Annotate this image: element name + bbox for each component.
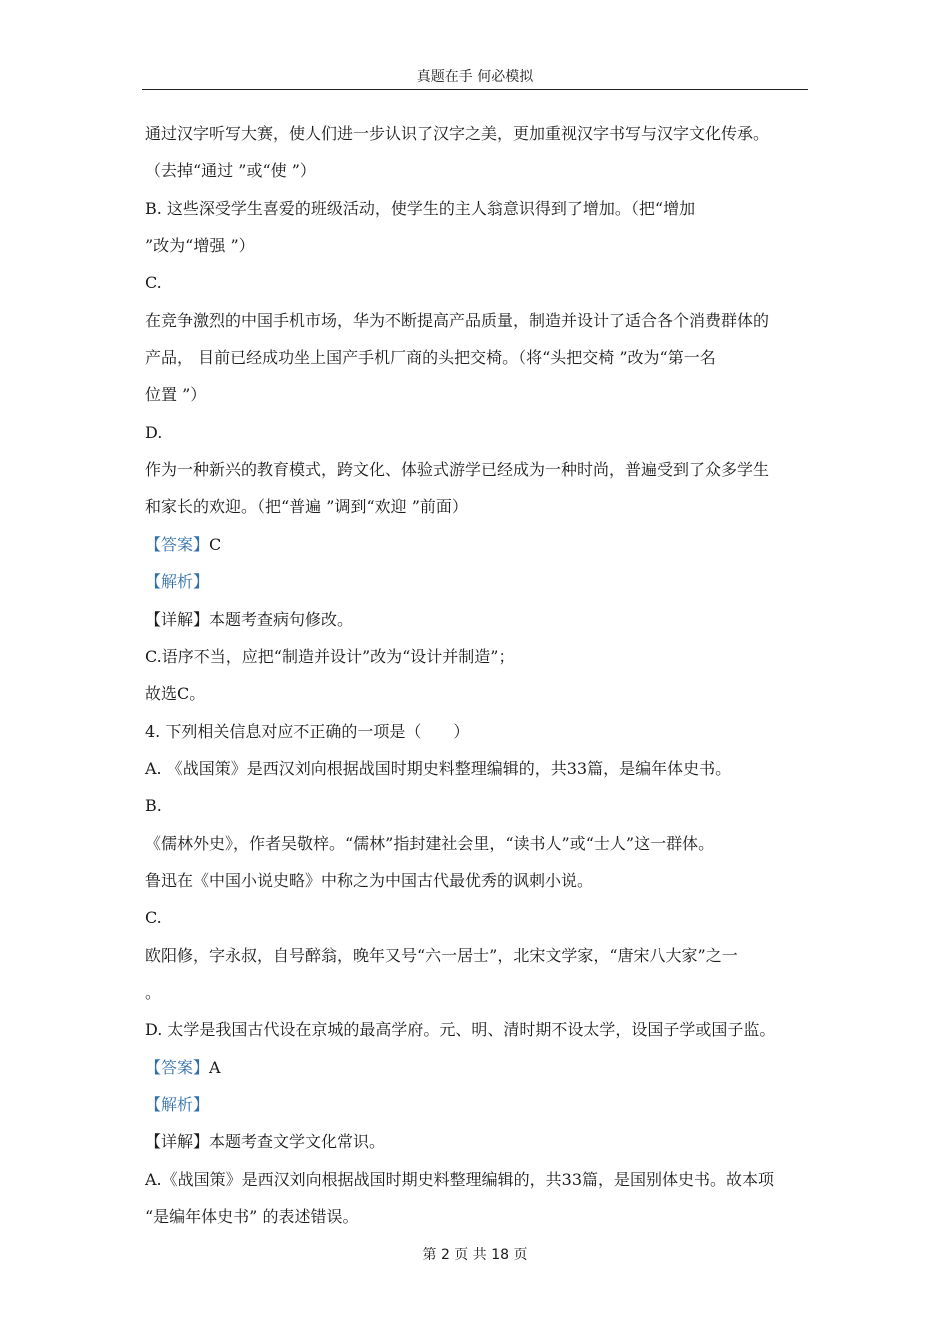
option-b-text-1: 《儒林外史》，作者吴敬梓。“儒林”指封建社会里，“读书人”或“士人”这一群体。 (145, 834, 715, 853)
option-c-text-1: 欧阳修，字永叔，自号醉翁，晚年又号“六一居士”，北宋文学家，“唐宋八大家”之一 (145, 946, 738, 965)
body-line-9: D. (145, 423, 163, 442)
answer-line-2 (145, 1058, 221, 1078)
body-line-3: B. 这些深受学生喜爱的班级活动，使学生的主人翁意识得到了增加。（把“增加 (145, 199, 696, 218)
body-line-2: （去掉“通过 ”或“使 ”） (145, 161, 316, 180)
answer-label: 【答案】 (145, 535, 210, 554)
body-line-5: C. (145, 273, 162, 292)
answer-line-1 (145, 535, 221, 555)
body-line-8: 位置 ”） (145, 385, 207, 404)
body-line-7: 产品， 目前已经成功坐上国产手机厂商的头把交椅。（将“头把交椅 ”改为“第一名 (145, 348, 716, 367)
body-line-1: 通过汉字听写大赛，使人们进一步认识了汉字之美，更加重视汉字书写与汉字文化传承。 (145, 124, 770, 143)
answer-value: C (209, 535, 222, 554)
answer-value: A (209, 1058, 221, 1077)
header-rule (142, 89, 808, 90)
option-a: A. 《战国策》是西汉刘向根据战国时期史料整理编辑的，共33篇，是编年体史书。 (145, 759, 732, 778)
answer-label: 【答案】 (145, 1058, 210, 1077)
body-line-29: A.《战国策》是西汉刘向根据战国时期史料整理编辑的，共33篇，是国别体史书。故本项 (145, 1170, 775, 1189)
body-line-6: 在竞争激烈的中国手机市场，华为不断提高产品质量，制造并设计了适合各个消费群体的 (145, 311, 770, 330)
analysis-label-1: 【解析】 (145, 572, 210, 591)
option-d: D. 太学是我国古代设在京城的最高学府。元、明、清时期不设太学，设国子学或国子监。 (145, 1020, 776, 1039)
page-header: 真题在手 何必模拟 (416, 69, 534, 85)
body-line-16: 故选C。 (145, 684, 206, 703)
body-line-28: 【详解】本题考查文学文化常识。 (145, 1132, 386, 1151)
body-line-11: 和家长的欢迎。（把“普遍 ”调到“欢迎 ”前面） (145, 497, 468, 516)
body-line-4: ”改为“增强 ”） (145, 236, 255, 255)
analysis-label-2: 【解析】 (145, 1095, 210, 1114)
option-c-label: C. (145, 908, 162, 927)
page-number: 第 2 页 共 18 页 (422, 1247, 528, 1263)
body-line-15: C.语序不当，应把“制造并设计”改为“设计并制造”； (145, 647, 515, 666)
option-c-text-2: 。 (145, 983, 162, 1002)
body-line-14: 【详解】本题考查病句修改。 (145, 610, 354, 629)
option-b-text-2: 鲁迅在《中国小说史略》中称之为中国古代最优秀的讽刺小说。 (145, 871, 594, 890)
body-line-10: 作为一种新兴的教育模式，跨文化、体验式游学已经成为一种时尚，普遍受到了众多学生 (145, 460, 770, 479)
option-b-label: B. (145, 796, 162, 815)
body-line-30: “是编年体史书” 的表述错误。 (145, 1207, 359, 1226)
question-4: 4. 下列相关信息对应不正确的一项是（ ） (145, 722, 470, 741)
